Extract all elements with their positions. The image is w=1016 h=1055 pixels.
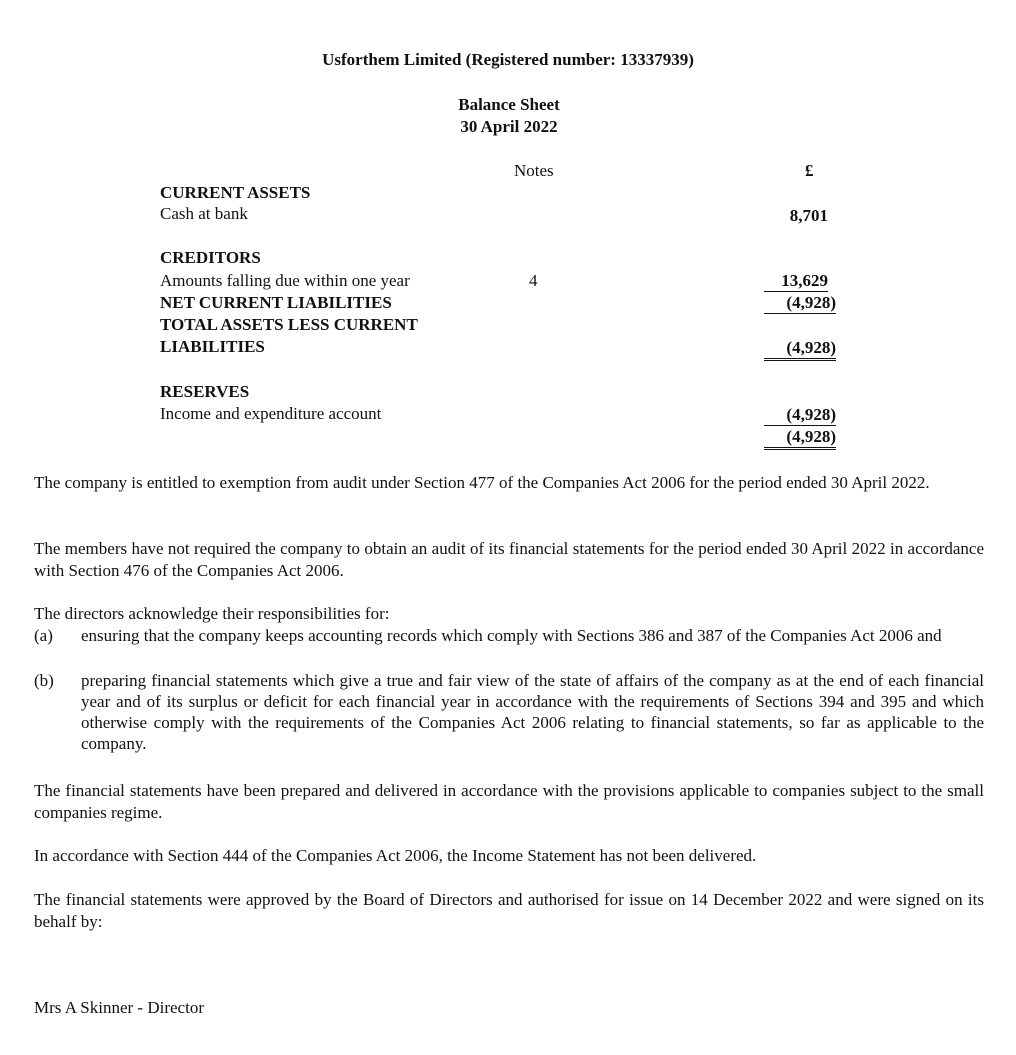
cash-at-bank-value: 8,701 — [789, 206, 828, 225]
total-assets-label-line2: LIABILITIES — [160, 337, 265, 356]
net-current-liabilities-label: NET CURRENT LIABILITIES — [160, 293, 392, 312]
director-signature-name: Mrs A Skinner - Director — [34, 998, 204, 1017]
audit-exemption-paragraph: The company is entitled to exemption from audit under Section 477 of the Companies Act 2006 for the period ended 30 April 2022. — [34, 473, 930, 492]
document-date: 30 April 2022 — [460, 117, 558, 136]
total-assets-value: (4,928) — [764, 338, 836, 361]
responsibility-item-a — [34, 625, 984, 646]
income-expenditure-value: (4,928) — [764, 405, 836, 426]
notes-column-header: Notes — [514, 161, 554, 180]
current-assets-heading: CURRENT ASSETS — [160, 183, 311, 202]
item-a-text: ensuring that the company keeps accounting records which comply with Sections 386 and 387 of the Companies Act 2006 and — [81, 626, 942, 645]
income-statement-paragraph: In accordance with Section 444 of the Companies Act 2006, the Income Statement has not been delivered. — [34, 846, 757, 865]
item-b-marker: (b) — [34, 671, 54, 690]
small-companies-paragraph: The financial statements have been prepared and delivered in accordance with the provisions applicable to companies subject to the small companies regime. — [34, 781, 984, 822]
item-a-marker: (a) — [34, 626, 53, 645]
members-audit-paragraph: The members have not required the company to obtain an audit of its financial statements for the period ended 30 April 2022 in accordance with Section 476 of the Companies Act 2006. — [34, 539, 984, 580]
creditors-heading: CREDITORS — [160, 248, 261, 267]
reserves-heading: RESERVES — [160, 382, 250, 401]
approval-paragraph: The financial statements were approved by the Board of Directors and authorised for issue on 14 December 2022 and were signed on its behalf by: — [34, 890, 984, 931]
creditors-due-note: 4 — [529, 271, 538, 290]
net-current-liabilities-value: (4,928) — [764, 293, 836, 314]
reserves-total-value: (4,928) — [764, 427, 836, 450]
directors-responsibilities-intro: The directors acknowledge their responsibilities for: — [34, 604, 390, 623]
total-assets-label-line1: TOTAL ASSETS LESS CURRENT — [160, 315, 418, 334]
company-title: Usforthem Limited (Registered number: 13337939) — [322, 50, 694, 69]
currency-column-header: £ — [805, 161, 814, 180]
responsibility-item-b — [34, 670, 984, 754]
income-expenditure-label: Income and expenditure account — [160, 404, 382, 423]
creditors-due-value: 13,629 — [764, 271, 828, 292]
item-b-text: preparing financial statements which give a true and fair view of the state of affairs of the company as at the end of each financial year and of its surplus or deficit for each financial year in accordance with the requirements of Sections 394 and 395 and which otherwise comply with the requirements of the Companies Act 2006 relating to financial statements, so far as applicable to the company. — [81, 671, 984, 753]
document-title: Balance Sheet — [458, 95, 560, 114]
creditors-due-label: Amounts falling due within one year — [160, 271, 410, 290]
cash-at-bank-label: Cash at bank — [160, 204, 248, 223]
